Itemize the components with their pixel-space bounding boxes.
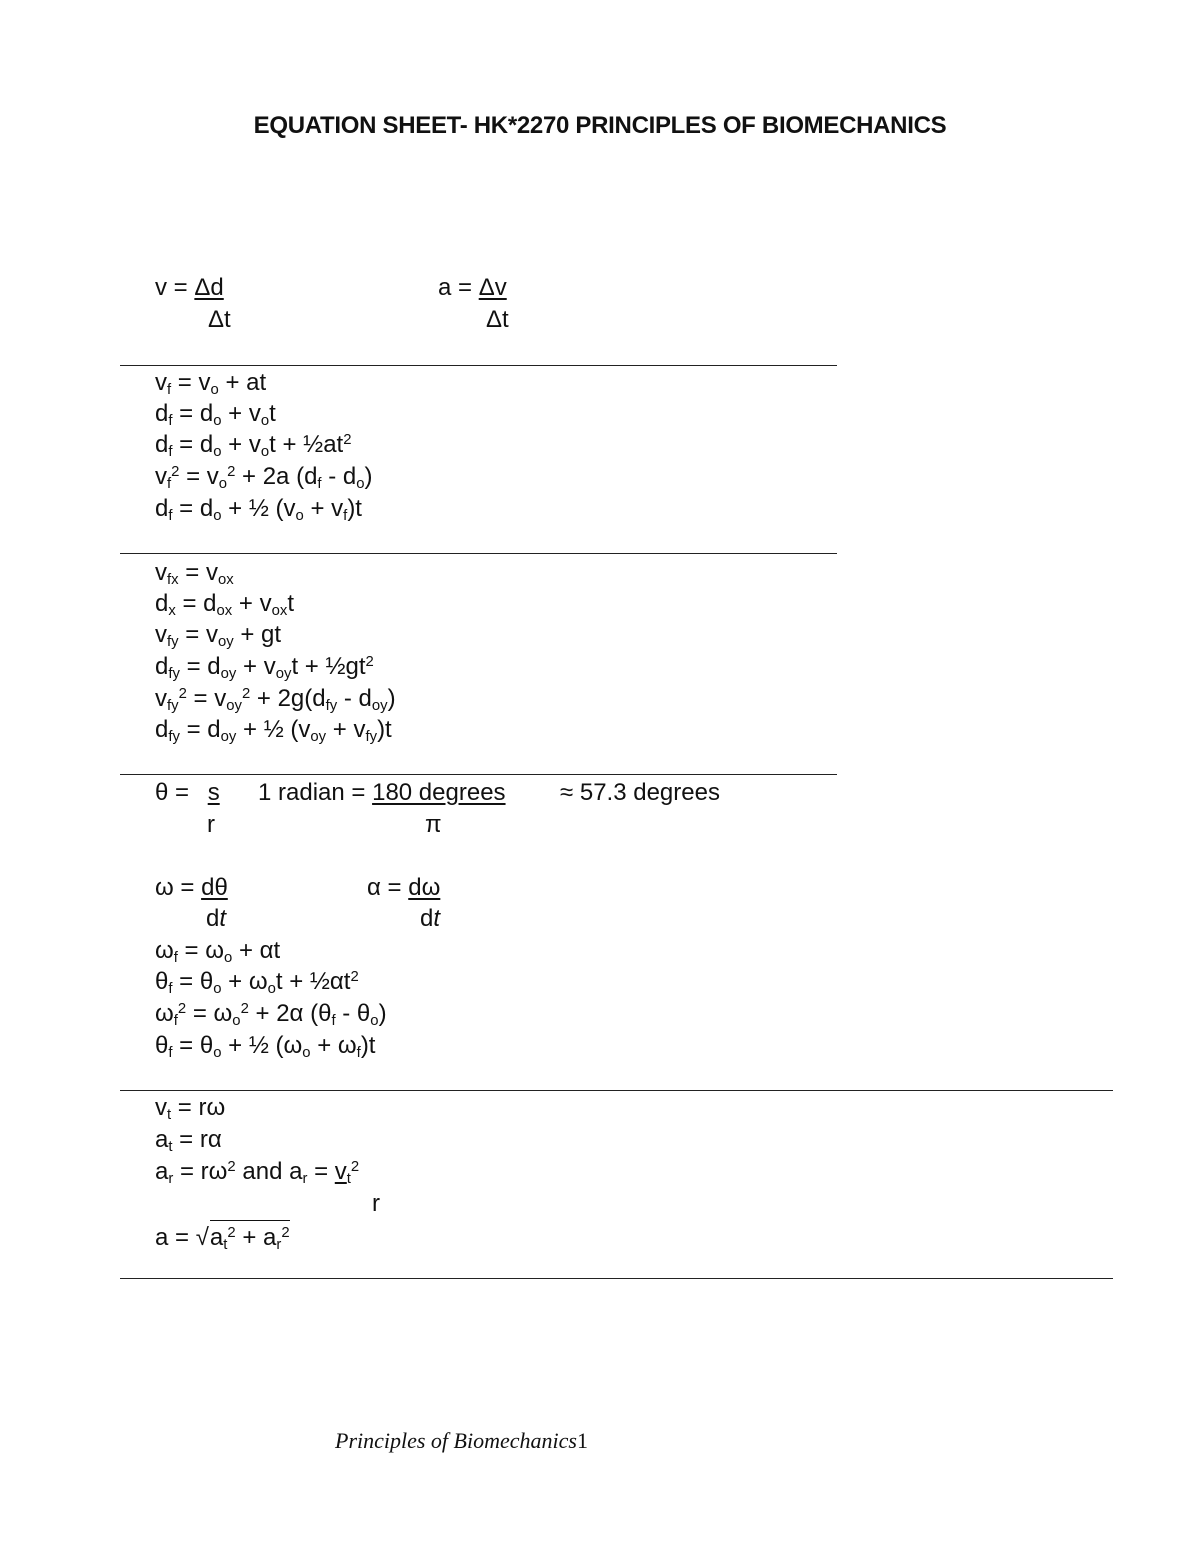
page-number: 1 xyxy=(576,1428,588,1453)
equation-line: $\omega_f = \omega_o + \alpha t$ xyxy=(155,937,281,967)
equation-line: $v_t = r\omega$ xyxy=(155,1094,226,1124)
page-footer: Principles of Biomechanics1 xyxy=(335,1428,588,1453)
divider xyxy=(120,1090,1113,1091)
equation-line: $v_{fy} = v_{oy}$ + gt xyxy=(155,621,282,651)
equation-line: $v_{fy}^2 = v_{oy}^2 + 2g(d_{fy} - d_{oy})$ xyxy=(155,685,396,715)
page-title: EQUATION SHEET- HK*2270 PRINCIPLES OF BIOMECHANICS xyxy=(253,112,947,139)
equation-line: $d_{fy} = d_{oy} + v_{oy}t$ + $\frac{1}{2}gt^2$ xyxy=(155,653,374,683)
divider xyxy=(120,365,837,366)
equation-line: $\omega_f^2 = \omega_o^2 + 2\alpha$ $(\theta_f - \theta_o)$ xyxy=(155,1000,387,1030)
radian-denominator: π xyxy=(425,811,442,838)
equation-line: $d_{fy} = d_{oy}$ + ½ $(v_{oy} + v_{fy})t$ xyxy=(155,716,392,746)
equation-line: $v_f^2 = v_o^2 + 2a$ $(d_f - d_o)$ xyxy=(155,463,373,493)
equation-line: $d_x = d_{ox} + v_{ox}t$ xyxy=(155,590,294,620)
angle-definition: θ = s xyxy=(155,779,220,806)
equation-line: $v_{fx} = v_{ox}$ xyxy=(155,559,234,589)
angular-acceleration-denominator: dt xyxy=(420,905,441,932)
equation-line: $d_f = d_o + v_ot$ + $\frac{1}{2}at^2$ xyxy=(155,431,352,461)
equation-line: $v_f = v_o$ + at xyxy=(155,369,267,399)
equation-line: $d_f = d_o + v_ot$ xyxy=(155,400,276,430)
equation-line: $d_f = d_o$ + ½ $(v_o + v_f)t$ xyxy=(155,495,362,525)
radian-conversion: 1 radian = 180 degrees xyxy=(258,779,506,806)
acceleration-definition: a = Δv xyxy=(438,274,507,301)
equation-line: $a_t = r\alpha$ xyxy=(155,1126,222,1156)
angular-velocity-definition: ω = dθ xyxy=(155,874,228,901)
velocity-denominator: Δt xyxy=(208,306,231,333)
angular-acceleration-definition: α = dω xyxy=(367,874,441,901)
velocity-definition: v = Δd xyxy=(155,274,224,301)
angle-denominator: r xyxy=(207,811,215,838)
equation-line: $\theta_f = \theta_o$ + ½ $(\omega_o + \omega_f)t$ xyxy=(155,1032,376,1062)
divider xyxy=(120,1278,1113,1279)
equation-line: $\theta_f = \theta_o + \omega_ot$ + $\frac{1}{2}\alpha t^2$ xyxy=(155,968,359,998)
equation-line: $a = √a_t^2 + a_r^2$ xyxy=(155,1220,290,1254)
radian-approximation: ≈ 57.3 degrees xyxy=(560,779,720,806)
equation-line: $a_r = r\omega^2$ and $a_r = v_t^2$ xyxy=(155,1158,360,1188)
angular-velocity-denominator: dt xyxy=(206,905,227,932)
divider xyxy=(120,553,837,554)
divider xyxy=(120,774,837,775)
acceleration-denominator: Δt xyxy=(486,306,509,333)
radial-denominator: r xyxy=(372,1190,380,1217)
